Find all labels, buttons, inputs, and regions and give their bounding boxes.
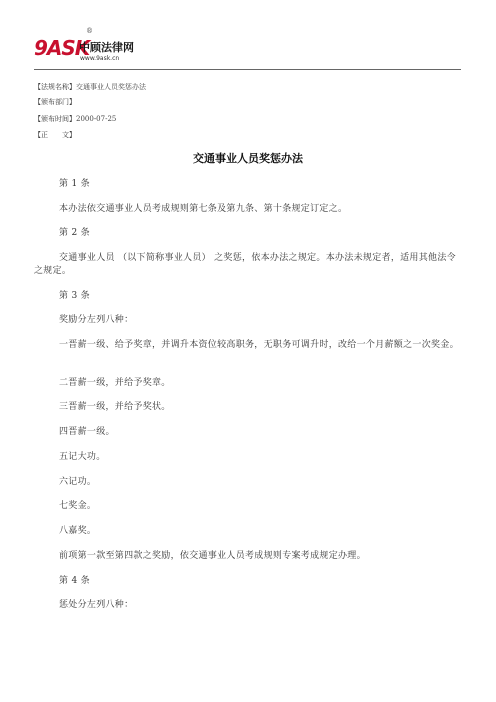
- paragraph: 惩处分左列八种：: [59, 600, 134, 610]
- meta-text-label: 【正 文】: [34, 131, 76, 139]
- article-heading: 第 2 条: [59, 228, 90, 238]
- header-divider: [34, 69, 461, 70]
- paragraph: 交通事业人员 （以下简称事业人员） 之奖惩，依本办法之规定。本办法未规定者，适用其他法令之规定。: [34, 253, 456, 276]
- site-logo[interactable]: [34, 27, 144, 66]
- paragraph: 二晋薪一级，并给予奖章。: [59, 378, 171, 388]
- paragraph: 五记大功。: [59, 452, 106, 462]
- article-heading: 第 4 条: [59, 576, 90, 586]
- article-heading: 第 3 条: [59, 291, 90, 301]
- meta-text: [34, 130, 76, 140]
- meta-law-name: [34, 82, 146, 92]
- document-title: 交通事业人员奖惩办法: [193, 152, 303, 165]
- meta-law-name-label: 【法规名称】: [34, 83, 76, 91]
- logo-mark: 9ASK: [34, 36, 90, 60]
- paragraph: 前项第一款至第四款之奖励，依交通事业人员考成规则专案考成规定办理。: [59, 551, 366, 561]
- meta-date-value: 2000-07-25: [76, 115, 117, 123]
- meta-date-label: 【颁布时间】: [34, 115, 76, 123]
- paragraph: 三晋薪一级，并给予奖状。: [59, 402, 171, 412]
- logo-site-name: 中顾法律网: [79, 41, 134, 54]
- meta-date: [34, 114, 116, 124]
- registered-mark: ®: [86, 27, 93, 35]
- paragraph: 六记功。: [59, 477, 97, 487]
- paragraph: 一晋薪一级、给予奖章，并调升本资位较高职务，无职务可调升时，改给一个月薪额之一次奖金。: [59, 340, 459, 350]
- paragraph: 七奖金。: [59, 501, 97, 511]
- meta-dept: [34, 97, 76, 107]
- paragraph: 四晋薪一级。: [59, 427, 115, 437]
- article-heading: 第 1 条: [59, 179, 90, 189]
- paragraph: 奖励分左列八种：: [59, 315, 134, 325]
- paragraph: 八嘉奖。: [59, 526, 97, 536]
- meta-law-name-value: 交通事业人员奖惩办法: [76, 83, 146, 91]
- paragraph: 本办法依交通事业人员考成规则第七条及第九条、第十条规定订定之。: [59, 204, 348, 214]
- logo-site-url: www.9ask.cn: [80, 55, 120, 62]
- meta-dept-label: 【颁布部门】: [34, 98, 76, 106]
